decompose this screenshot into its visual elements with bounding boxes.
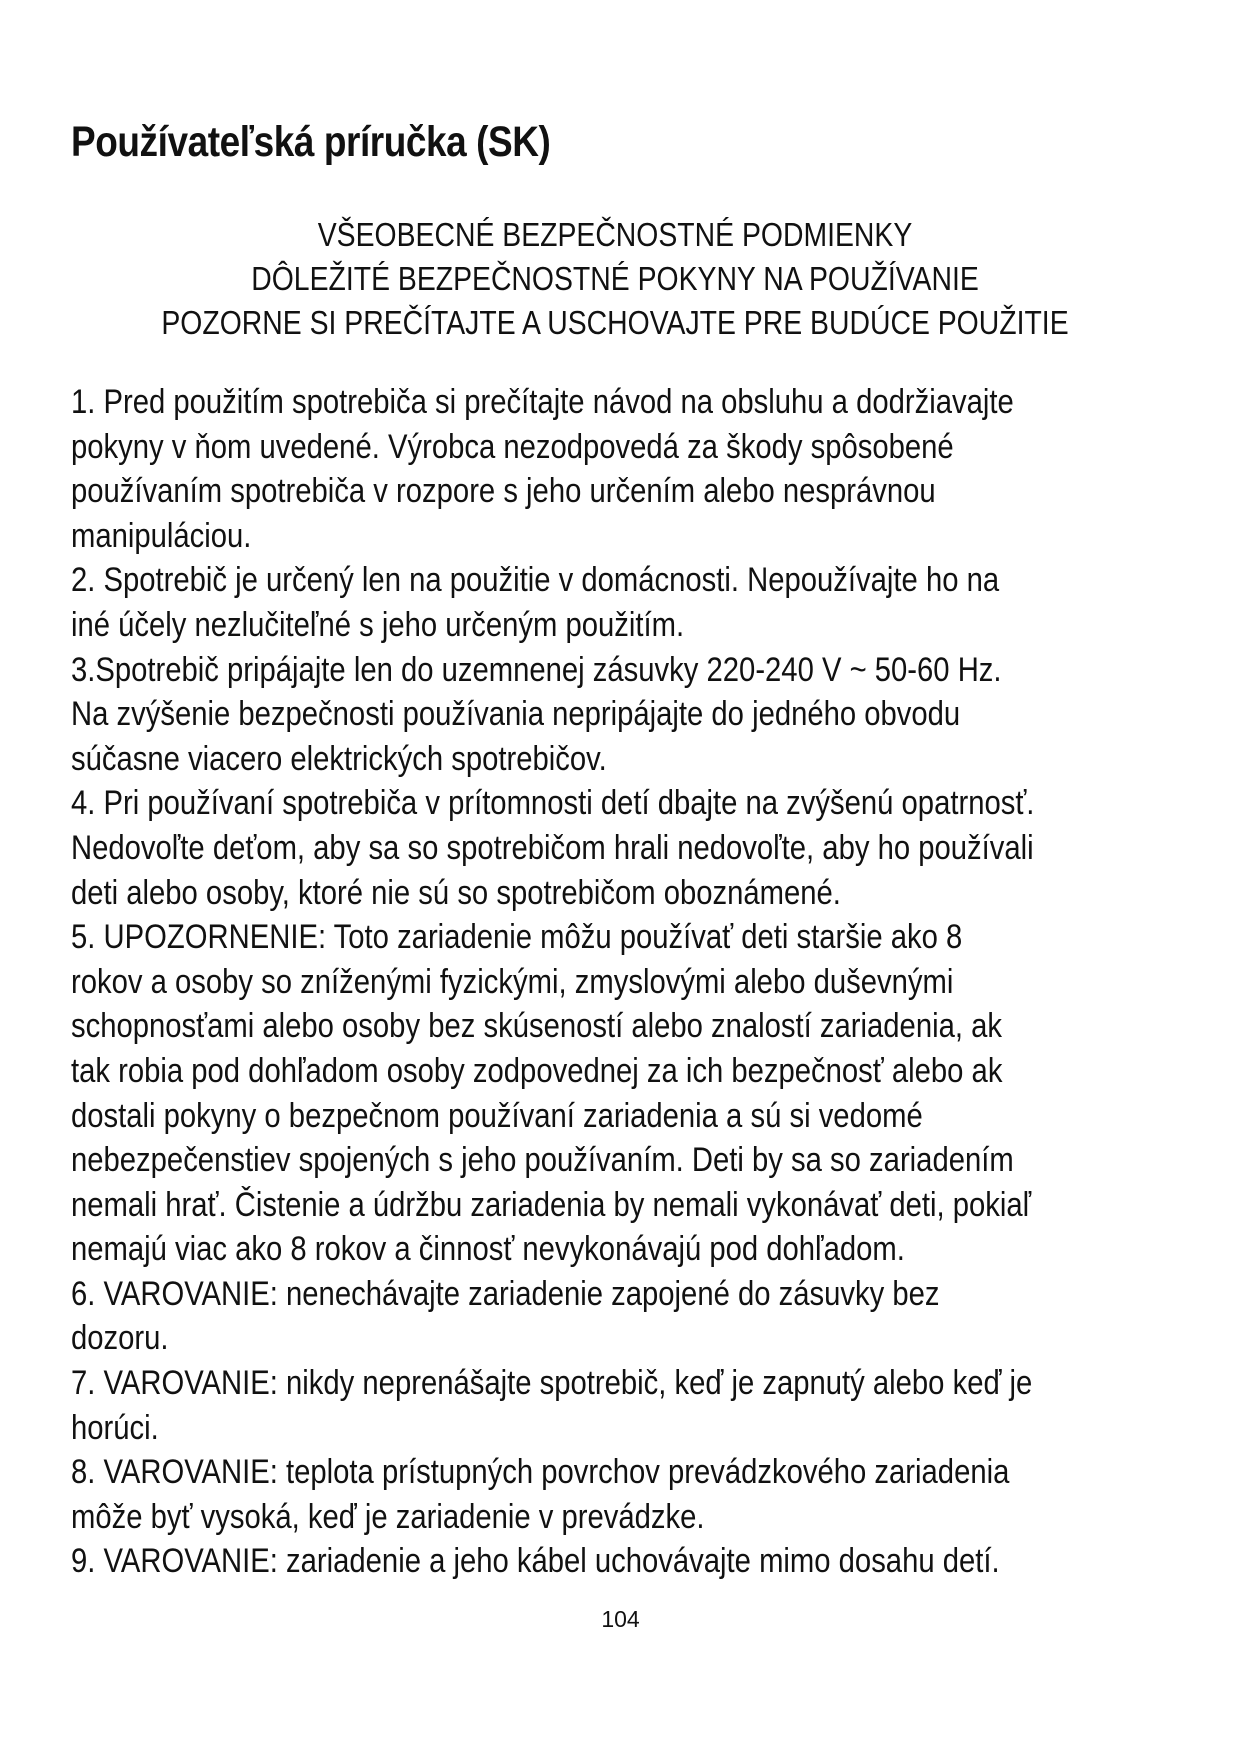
instruction-line: 2. Spotrebič je určený len na použitie v domácnosti. Nepoužívajte ho na <box>71 561 1000 600</box>
safety-heading-read-carefully: POZORNE SI PREČÍTAJTE A USCHOVAJTE PRE BUDÚCE POUŽITIE <box>161 304 1069 341</box>
safety-headings <box>60 213 1170 345</box>
instruction-line: Nedovoľte deťom, aby sa so spotrebičom hrali nedovoľte, aby ho používali <box>71 828 1034 867</box>
instruction-line: 5. UPOZORNENIE: Toto zariadenie môžu používať deti staršie ako 8 <box>71 918 963 957</box>
instruction-line: horúci. <box>71 1408 159 1447</box>
instruction-line: 4. Pri používaní spotrebiča v prítomnosti detí dbajte na zvýšenú opatrnosť. <box>71 784 1035 823</box>
instruction-line: môže byť vysoká, keď je zariadenie v prevádzke. <box>71 1497 705 1536</box>
instruction-line: pokyny v ňom uvedené. Výrobca nezodpovedá za škody spôsobené <box>71 427 954 466</box>
instruction-line: schopnosťami alebo osoby bez skúseností alebo znalostí zariadenia, ak <box>71 1007 1002 1046</box>
instruction-line: manipuláciou. <box>71 516 252 555</box>
instruction-line: dozoru. <box>71 1319 169 1358</box>
page-number: 104 <box>601 1606 640 1632</box>
instruction-line: 6. VAROVANIE: nenechávajte zariadenie zapojené do zásuvky bez <box>71 1274 940 1313</box>
page-title: Používateľská príručka (SK) <box>71 118 551 166</box>
instruction-line: dostali pokyny o bezpečnom používaní zariadenia a sú si vedomé <box>71 1096 923 1135</box>
safety-heading-important: DÔLEŽITÉ BEZPEČNOSTNÉ POKYNY NA POUŽÍVANIE <box>251 260 979 297</box>
safety-instructions <box>71 380 1231 1584</box>
instruction-line: 1. Pred použitím spotrebiča si prečítajte návod na obsluhu a dodržiavajte <box>71 383 1014 421</box>
instruction-line: používaním spotrebiča v rozpore s jeho určením alebo nesprávnou <box>71 472 936 511</box>
instruction-line: súčasne viacero elektrických spotrebičov. <box>71 739 607 778</box>
instruction-line: nemali hrať. Čistenie a údržbu zariadenia by nemali vykonávať deti, pokiaľ <box>71 1185 1032 1224</box>
instruction-line: 3.Spotrebič pripájajte len do uzemnenej zásuvky 220-240 V ~ 50-60 Hz. <box>71 650 1002 689</box>
instruction-line: Na zvýšenie bezpečnosti používania nepripájajte do jedného obvodu <box>71 695 961 734</box>
instruction-line: rokov a osoby so zníženými fyzickými, zmyslovými alebo duševnými <box>71 962 954 1001</box>
instruction-line: deti alebo osoby, ktoré nie sú so spotrebičom oboznámené. <box>71 873 841 912</box>
instruction-line: tak robia pod dohľadom osoby zodpovednej za ich bezpečnosť alebo ak <box>71 1051 1003 1090</box>
instruction-line: iné účely nezlučiteľné s jeho určeným použitím. <box>71 605 685 644</box>
safety-heading-general: VŠEOBECNÉ BEZPEČNOSTNÉ PODMIENKY <box>317 216 913 253</box>
instruction-line: 7. VAROVANIE: nikdy neprenášajte spotrebič, keď je zapnutý alebo keď je <box>71 1364 1033 1403</box>
instruction-line: nebezpečenstiev spojených s jeho používaním. Deti by sa so zariadením <box>71 1141 1014 1180</box>
instruction-line: 8. VAROVANIE: teplota prístupných povrchov prevádzkového zariadenia <box>71 1453 1010 1492</box>
instruction-line: nemajú viac ako 8 rokov a činnosť nevykonávajú pod dohľadom. <box>71 1230 905 1269</box>
instruction-line: 9. VAROVANIE: zariadenie a jeho kábel uchovávajte mimo dosahu detí. <box>71 1542 1000 1581</box>
